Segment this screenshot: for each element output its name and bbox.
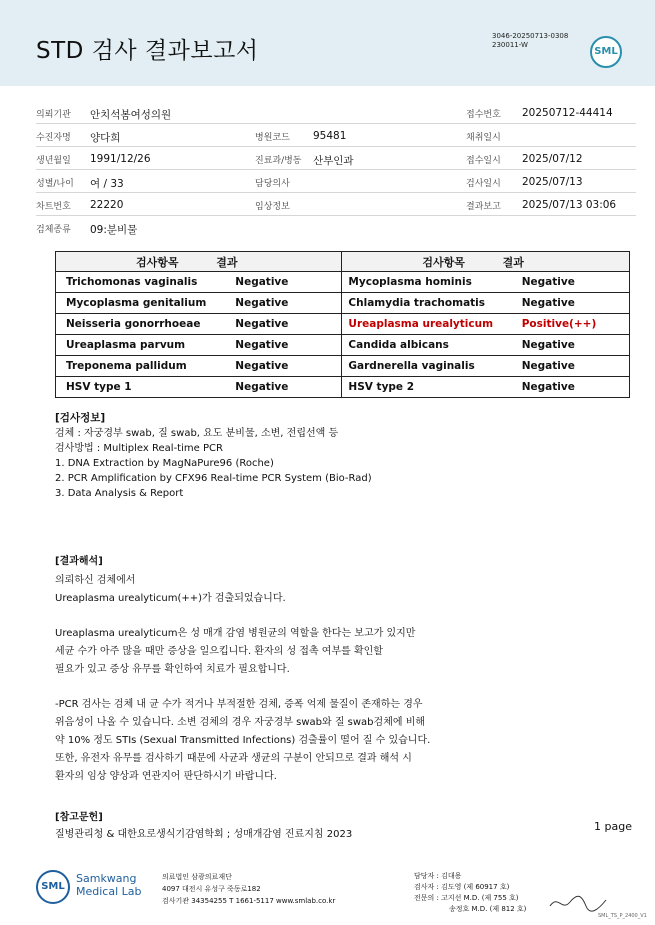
test-name: Chlamydia trachomatis <box>342 293 522 314</box>
test-result: Negative <box>235 314 342 335</box>
interpretation-line: -PCR 검사는 검체 내 균 수가 적거나 부적절한 검체, 증폭 억제 물질이 존재하는 경우 <box>55 699 423 710</box>
col-result-left: 결과 <box>216 255 238 269</box>
interpretation-p2 <box>55 625 415 679</box>
sex-value: 여 / 33 <box>90 178 124 190</box>
footer-reporter: 담당자 : 김대용 <box>414 872 462 880</box>
document-code-line2: 230011-W <box>492 41 528 49</box>
form-code: SML_TS_P_2400_V1 <box>598 913 647 919</box>
patient-label: 수진자명 <box>36 133 71 143</box>
test-date-label: 검사일시 <box>466 179 501 189</box>
col-result-right: 결과 <box>502 255 524 269</box>
test-info-title: [검사정보] <box>55 412 106 424</box>
table-row <box>56 314 630 335</box>
report-label: 결과보고 <box>466 202 501 212</box>
test-date-value: 2025/07/13 <box>522 176 583 188</box>
interpretation-line: Ureaplasma urealyticum(++)가 검출되었습니다. <box>55 593 286 604</box>
test-info-line: 2. PCR Amplification by CFX96 Real-time PCR System (Bio-Rad) <box>55 473 372 484</box>
table-row <box>56 272 630 293</box>
test-result: Negative <box>235 293 342 314</box>
receipt-date-label: 접수일시 <box>466 156 501 166</box>
interpretation-p3 <box>55 696 430 786</box>
footer-specialist2: 송정호 M.D. (제 812 호) <box>449 905 527 913</box>
test-result-positive: Positive(++) <box>522 314 630 335</box>
test-info-line: 1. DNA Extraction by MagNaPure96 (Roche) <box>55 458 274 469</box>
sml-logo <box>590 36 622 68</box>
report-value: 2025/07/13 03:06 <box>522 199 617 211</box>
test-name: Mycoplasma hominis <box>342 272 522 293</box>
test-result: Negative <box>522 272 630 293</box>
clinical-label: 임상정보 <box>255 202 290 212</box>
doctor-label: 담당의사 <box>255 179 290 189</box>
test-name: Neisseria gonorrhoeae <box>56 314 236 335</box>
interpretation-line: 또한, 유전자 유무를 검사하기 때문에 사균과 생균의 구분이 안되므로 결과 해석 시 <box>55 753 412 764</box>
footer-contact: 검사기관 34354255 T 1661-5117 www.smlab.co.kr <box>162 897 336 905</box>
page-number: 1 page <box>594 820 632 833</box>
interpretation-title: [결과해석] <box>55 556 103 567</box>
interpretation-line: Ureaplasma urealyticum은 성 매개 감염 병원균의 역할을 한다는 보고가 있지만 <box>55 628 416 639</box>
info-row-specimen <box>36 216 636 239</box>
test-result: Negative <box>235 356 342 377</box>
page-title: STD 검사 결과보고서 <box>36 38 259 64</box>
test-result: Negative <box>235 272 342 293</box>
footer-sml-icon <box>36 870 70 904</box>
test-result: Negative <box>235 377 342 398</box>
test-info-line: 검사방법 : Multiplex Real-time PCR <box>55 443 223 454</box>
institution-label: 의뢰기관 <box>36 110 71 120</box>
dob-label: 생년월일 <box>36 156 71 166</box>
interpretation-line: 의뢰하신 검체에서 <box>55 575 136 586</box>
ward-code-value: 95481 <box>313 130 347 142</box>
dept-label: 진료과/병동 <box>255 156 302 166</box>
test-name: Gardnerella vaginalis <box>342 356 522 377</box>
signature-icon <box>548 892 608 914</box>
test-result: Negative <box>522 377 630 398</box>
document-code <box>492 32 568 50</box>
table-row <box>56 377 630 398</box>
test-name: Mycoplasma genitalium <box>56 293 236 314</box>
document-code-line1: 3046-20250713-0308 <box>492 32 569 40</box>
test-info-line: 검체 : 자궁경부 swab, 질 swab, 요도 분비물, 소변, 전립선액 등 <box>55 428 339 439</box>
test-name: HSV type 2 <box>342 377 522 398</box>
specimen-label: 검체종류 <box>36 225 71 235</box>
ward-code-label: 병원코드 <box>255 133 290 143</box>
sex-label: 성별/나이 <box>36 179 74 189</box>
collect-label: 채취일시 <box>466 133 501 143</box>
footer-brand <box>76 872 142 898</box>
table-row <box>56 293 630 314</box>
footer-logo-text: SML <box>41 881 65 892</box>
interpretation-line: 위음성이 나올 수 있습니다. 소변 검체의 경우 자궁경부 swab와 질 swab검체에 비해 <box>55 717 426 728</box>
interpretation-line: 약 10% 정도 STIs (Sexual Transmitted Infections) 검출률이 떨어 질 수 있습니다. <box>55 735 431 746</box>
results-header-left <box>56 252 342 272</box>
test-info-section <box>55 411 372 501</box>
col-item-right: 검사항목 <box>422 255 465 269</box>
footer-address: 4097 대전시 유성구 죽동로182 <box>162 885 261 893</box>
info-row-chart <box>36 193 636 216</box>
receipt-no-label: 접수번호 <box>466 110 501 120</box>
results-table <box>55 251 630 398</box>
interpretation-line: 필요가 있고 증상 유무를 확인하여 치료가 필요합니다. <box>55 664 290 675</box>
info-row-institution <box>36 101 636 124</box>
footer-examiner: 검사자 : 김도영 (제 60917 호) <box>414 883 510 891</box>
test-name: Candida albicans <box>342 335 522 356</box>
test-name: HSV type 1 <box>56 377 236 398</box>
references-title: [참고문헌] <box>55 812 103 823</box>
footer-staff <box>414 871 526 915</box>
footer-specialist1: 전문의 : 고지선 M.D. (제 755 호) <box>414 894 519 902</box>
test-result: Negative <box>235 335 342 356</box>
info-row-dob <box>36 147 636 170</box>
col-item-left: 검사항목 <box>136 255 179 269</box>
sml-logo-text: SML <box>594 46 618 57</box>
test-name: Trichomonas vaginalis <box>56 272 236 293</box>
results-header-right <box>342 252 630 272</box>
test-result: Negative <box>522 335 630 356</box>
interpretation-line: 환자의 임상 양상과 연관지어 판단하시기 바랍니다. <box>55 771 277 782</box>
results-header-row <box>56 252 630 272</box>
chart-value: 22220 <box>90 199 124 211</box>
footer-org: 의료법인 삼광의료재단 <box>162 873 232 881</box>
test-name-positive: Ureaplasma urealyticum <box>342 314 522 335</box>
test-name: Ureaplasma parvum <box>56 335 236 356</box>
test-result: Negative <box>522 293 630 314</box>
test-result: Negative <box>522 356 630 377</box>
table-row <box>56 335 630 356</box>
receipt-date-value: 2025/07/12 <box>522 153 583 165</box>
references-line: 질병관리청 & 대한요로생식기감염학회 ; 성매개감염 진료지침 2023 <box>55 829 353 840</box>
test-info-line: 3. Data Analysis & Report <box>55 488 184 499</box>
table-row <box>56 356 630 377</box>
patient-value: 양다희 <box>90 132 121 144</box>
interpretation-line: 세균 수가 아주 많을 때만 증상을 일으킵니다. 환자의 성 접촉 여부를 확인할 <box>55 646 383 657</box>
receipt-no-value: 20250712-44414 <box>522 107 613 119</box>
institution-value: 안치석봄여성의원 <box>90 109 172 121</box>
interpretation-p1 <box>55 572 286 608</box>
info-row-sex <box>36 170 636 193</box>
specimen-value: 09:분비물 <box>90 224 138 236</box>
info-row-patient <box>36 124 636 147</box>
dob-value: 1991/12/26 <box>90 153 151 165</box>
footer-org-info <box>162 871 335 907</box>
dept-value: 산부인과 <box>313 155 354 167</box>
footer-brand-line2: Medical Lab <box>76 885 142 898</box>
test-name: Treponema pallidum <box>56 356 236 377</box>
footer-brand-line1: Samkwang <box>76 872 137 885</box>
chart-label: 차트번호 <box>36 202 71 212</box>
